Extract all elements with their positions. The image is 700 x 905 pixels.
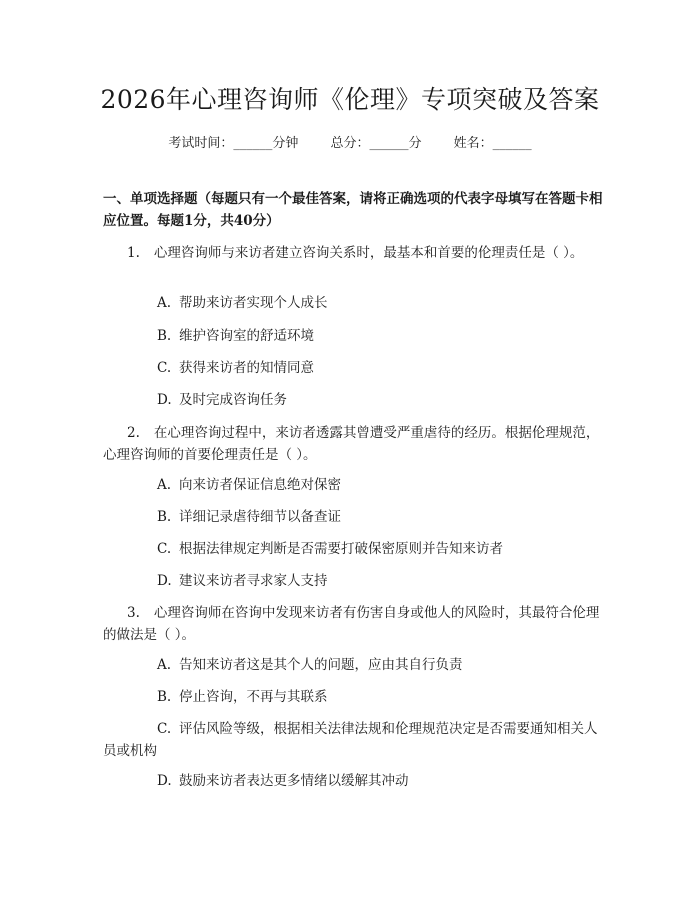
option-3a (157, 654, 612, 676)
option-2a (157, 474, 612, 496)
option-letter: C. (157, 541, 172, 557)
option-text: 评估风险等级，根据相关法律法规和伦理规范决定是否需要通知相关人员或机构 (103, 721, 598, 759)
question-text: 心理咨询师与来访者建立咨询关系时，最基本和首要的伦理责任是（ ）。 (153, 245, 584, 261)
option-3d (157, 770, 612, 792)
option-letter: C. (157, 721, 172, 737)
option-text: 停止咨询，不再与其联系 (179, 689, 328, 705)
question-3 (103, 602, 608, 646)
exam-meta (0, 132, 700, 151)
exam-time-field: 考试时间：______分钟 (168, 136, 299, 151)
option-text: 获得来访者的知情同意 (179, 360, 314, 376)
question-number: 3. (127, 605, 140, 621)
name-field: 姓名：______ (453, 136, 532, 151)
option-letter: D. (157, 392, 172, 408)
option-1b (157, 325, 612, 347)
option-letter: A. (157, 295, 172, 311)
option-letter: A. (157, 477, 172, 493)
question-text: 在心理咨询过程中，来访者透露其曾遭受严重虐待的经历。根据伦理规范，心理咨询师的首要伦理责任是（ ）。 (103, 425, 600, 463)
option-2c (157, 538, 612, 560)
question-1 (103, 242, 608, 264)
option-letter: D. (157, 773, 172, 789)
option-text: 向来访者保证信息绝对保密 (179, 477, 341, 493)
option-3c (103, 718, 608, 762)
option-letter: A. (157, 657, 172, 673)
question-number: 1. (127, 245, 140, 261)
total-score-field: 总分：______分 (330, 136, 422, 151)
option-1d (157, 389, 612, 411)
option-1c (157, 357, 612, 379)
option-1a (157, 292, 612, 314)
question-text: 心理咨询师在咨询中发现来访者有伤害自身或他人的风险时，其最符合伦理的做法是（ ）。 (103, 605, 600, 643)
page-title: 2026年心理咨询师《伦理》专项突破及答案 (100, 85, 600, 114)
option-text: 根据法律规定判断是否需要打破保密原则并告知来访者 (179, 541, 503, 557)
option-2d (157, 570, 612, 592)
option-letter: B. (157, 328, 172, 344)
option-text: 及时完成咨询任务 (179, 392, 287, 408)
question-2 (103, 422, 608, 466)
option-letter: D. (157, 573, 172, 589)
option-letter: B. (157, 509, 172, 525)
option-3b (157, 686, 612, 708)
option-text: 告知来访者这是其个人的问题，应由其自行负责 (179, 657, 463, 673)
option-text: 维护咨询室的舒适环境 (179, 328, 314, 344)
option-text: 帮助来访者实现个人成长 (179, 295, 328, 311)
option-letter: C. (157, 360, 172, 376)
option-text: 详细记录虐待细节以备查证 (179, 509, 341, 525)
option-text: 建议来访者寻求家人支持 (179, 573, 328, 589)
option-letter: B. (157, 689, 172, 705)
option-2b (157, 506, 612, 528)
option-text: 鼓励来访者表达更多情绪以缓解其冲动 (179, 773, 409, 789)
question-number: 2. (127, 425, 140, 441)
section-heading: 一、单项选择题（每题只有一个最佳答案，请将正确选项的代表字母填写在答题卡相应位置。每题1分，共40分） (103, 191, 603, 229)
